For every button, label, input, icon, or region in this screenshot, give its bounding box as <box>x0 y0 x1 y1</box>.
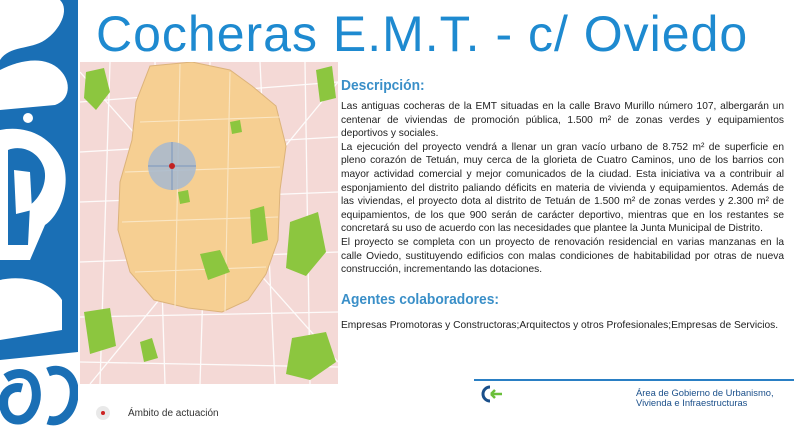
district-map <box>80 62 338 384</box>
footer-divider <box>474 379 794 381</box>
map-legend <box>96 406 219 420</box>
description-paragraph: El proyecto se completa con un proyecto de renovación residencial en varias manzanas en la calle Oviedo, sustituyendo edificios con malas condiciones de habitabilidad por otras de nueva construcción, incrementando las dotaciones. <box>341 236 784 276</box>
page-title: Cocheras E.M.T. - c/ Oviedo <box>96 6 749 62</box>
legend-label: Ámbito de actuación <box>128 407 219 419</box>
department-name <box>636 388 774 408</box>
description-paragraph: Las antiguas cocheras de la EMT situadas en la calle Bravo Murillo número 107, albergarán un centenar de viviendas de promoción pública, 1.500 m² de zonas verdes y equipamientos deportivos y sociales. <box>341 101 784 140</box>
content-panel <box>341 77 784 332</box>
description-body <box>341 100 784 277</box>
department-line: Área de Gobierno de Urbanismo, <box>636 387 774 398</box>
district-area <box>118 62 286 312</box>
agents-body: Empresas Promotoras y Constructoras;Arquitectos y otros Profesionales;Empresas de Servicios. <box>341 319 779 331</box>
description-heading: Descripción: <box>341 77 425 94</box>
urbanismo-logo-icon <box>478 385 504 403</box>
agents-heading: Agentes colaboradores: <box>341 290 499 308</box>
department-line: Vivienda e Infraestructuras <box>636 397 748 408</box>
description-paragraph: La ejecución del proyecto vendrá a llenar un gran vacío urbano de 8.752 m² de superficie en pleno corazón de Tetuán, muy cerca de la glorieta de Cuatro Caminos, uno de los barrios con mayor actividad comercial y mejor comunicados de la ciudad. Esta iniciativa va a contribuir al esponjamiento del distrito paliando déficits en materia de vivienda y equipamientos. Además de las viviendas, el proyecto dota al distrito de Tetuán de 1.500 m² de zonas verdes y 2.300 m² de equipamientos, de los que 900 serán de carácter deportivo, mientras que en los restantes se concretará su uso de acuerdo con las necesidades que plantee la Junta Municipal de Distrito. <box>341 141 784 235</box>
madrid-emblem-icon <box>0 0 78 441</box>
madrid-logo-strip <box>0 0 78 441</box>
action-area-marker <box>148 142 196 190</box>
action-area-dot-icon <box>96 406 110 420</box>
